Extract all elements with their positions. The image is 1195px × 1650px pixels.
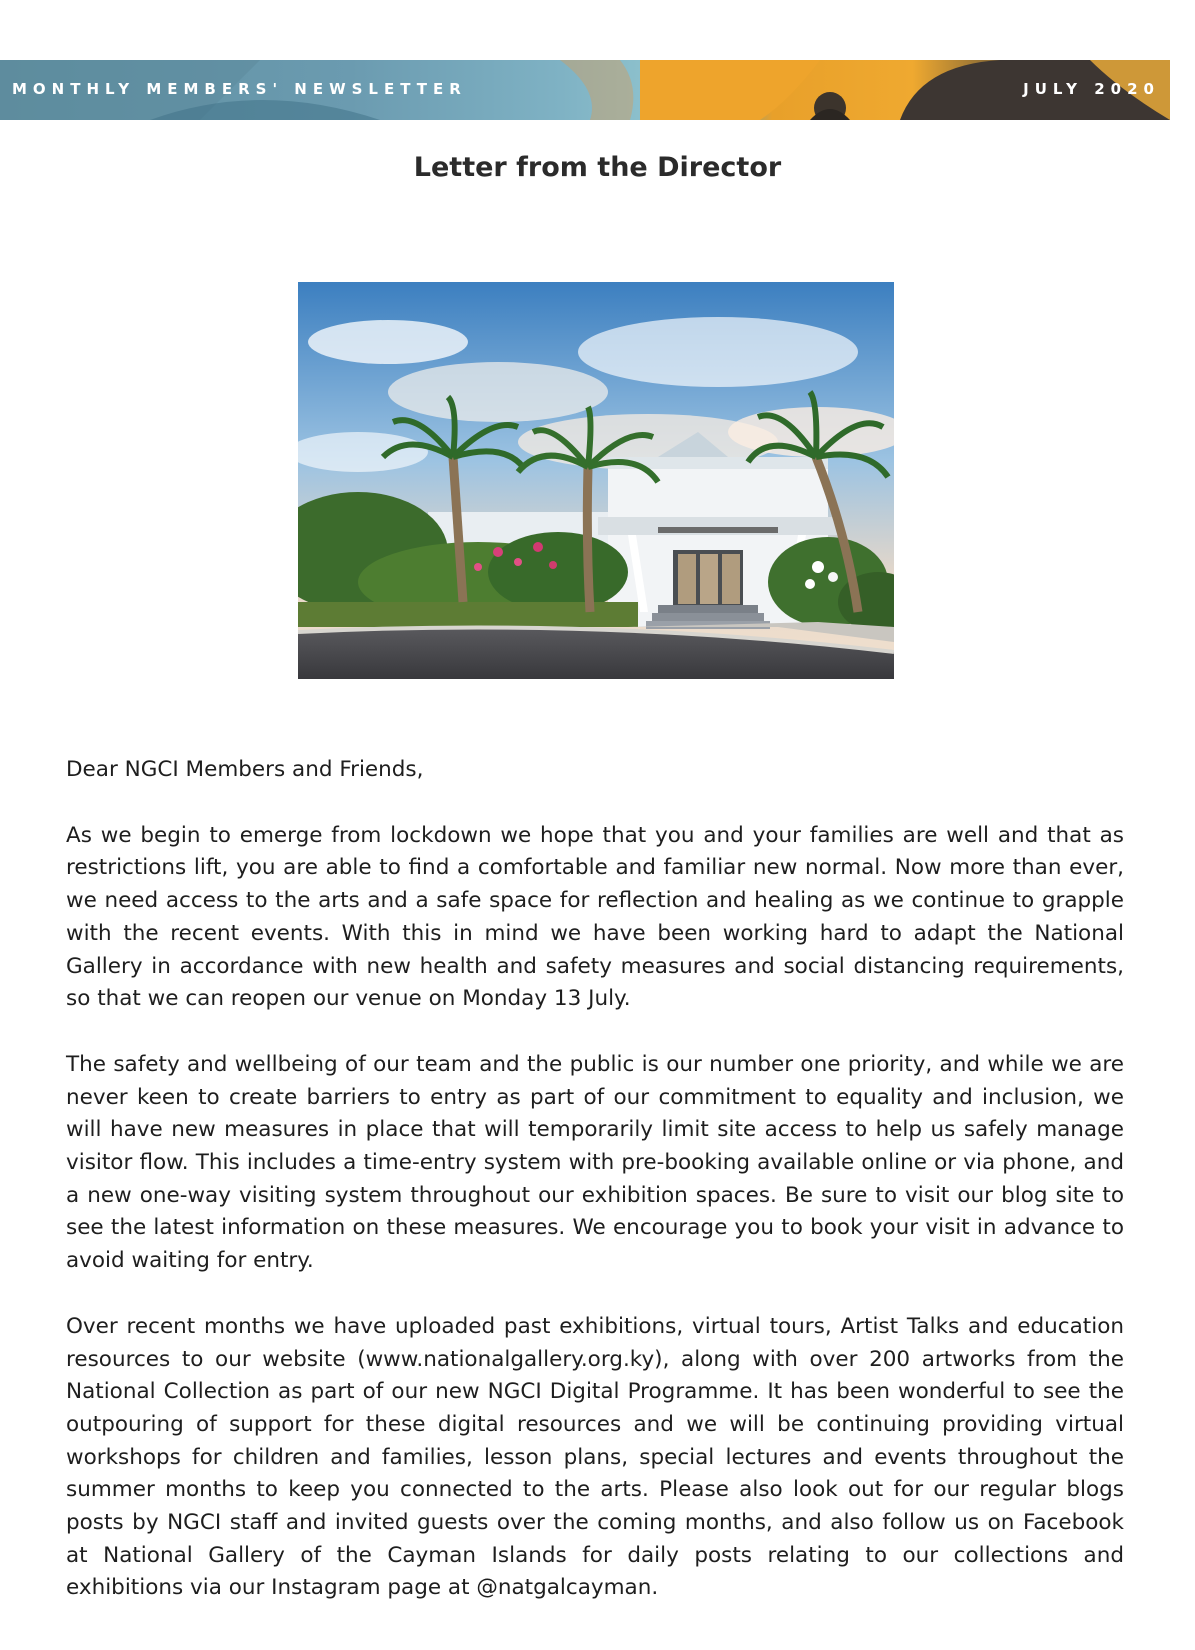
- newsletter-label: MONTHLY MEMBERS' NEWSLETTER: [12, 80, 467, 98]
- issue-date: JULY 2020: [1023, 80, 1160, 98]
- letter-salutation: Dear NGCI Members and Friends,: [66, 757, 424, 782]
- newsletter-banner: [0, 60, 1170, 120]
- letter-paragraph-digital: Over recent months we have uploaded past exhibitions, virtual tours, Artist Talks and education resources to our website (www.nationalgallery.org.ky), along with over 200 artworks from the National Collection as part of our new NGCI Digital Programme. It has been wonderful to see the outpouring of support for these digital resources and we will be continuing providing virtual workshops for children and families, lesson plans, special lectures and events throughout the summer months to keep you connected to the arts. Please also look out for our regular blogs posts by NGCI staff and invited guests over the coming months, and also follow us on Facebook at National Gallery of the Cayman Islands for daily posts relating to our collections and exhibitions via our Instagram page at @natgalcayman.: [66, 1313, 1124, 1601]
- gallery-building-illustration: [298, 282, 894, 679]
- letter-paragraph-reopening: As we begin to emerge from lockdown we hope that you and your families are well and that as restrictions lift, you are able to find a comfortable and familiar new normal. Now more than ever, we need access to the arts and a safe space for reflection and healing as we continue to grapple with the recent events. With this in mind we have been working hard to adapt the National Gallery in accordance with new health and safety measures and social distancing requirements, so that we can reopen our venue on Monday 13 July.: [66, 822, 1124, 1012]
- page-title: Letter from the Director: [413, 152, 782, 183]
- letter-paragraph-safety: The safety and wellbeing of our team and the public is our number one priority, and while we are never keen to create barriers to entry as part of our commitment to equality and inclusion, we will have new measures in place that will temporarily limit site access to help us safely manage visitor flow. This includes a time-entry system with pre-booking available online or via phone, and a new one-way visiting system throughout our exhibition spaces. Be sure to visit our blog site to see the latest information on these measures. We encourage you to book your visit in advance to avoid waiting for entry.: [66, 1051, 1124, 1274]
- letter-body: [66, 754, 1124, 1638]
- gallery-building-photo: [298, 282, 894, 679]
